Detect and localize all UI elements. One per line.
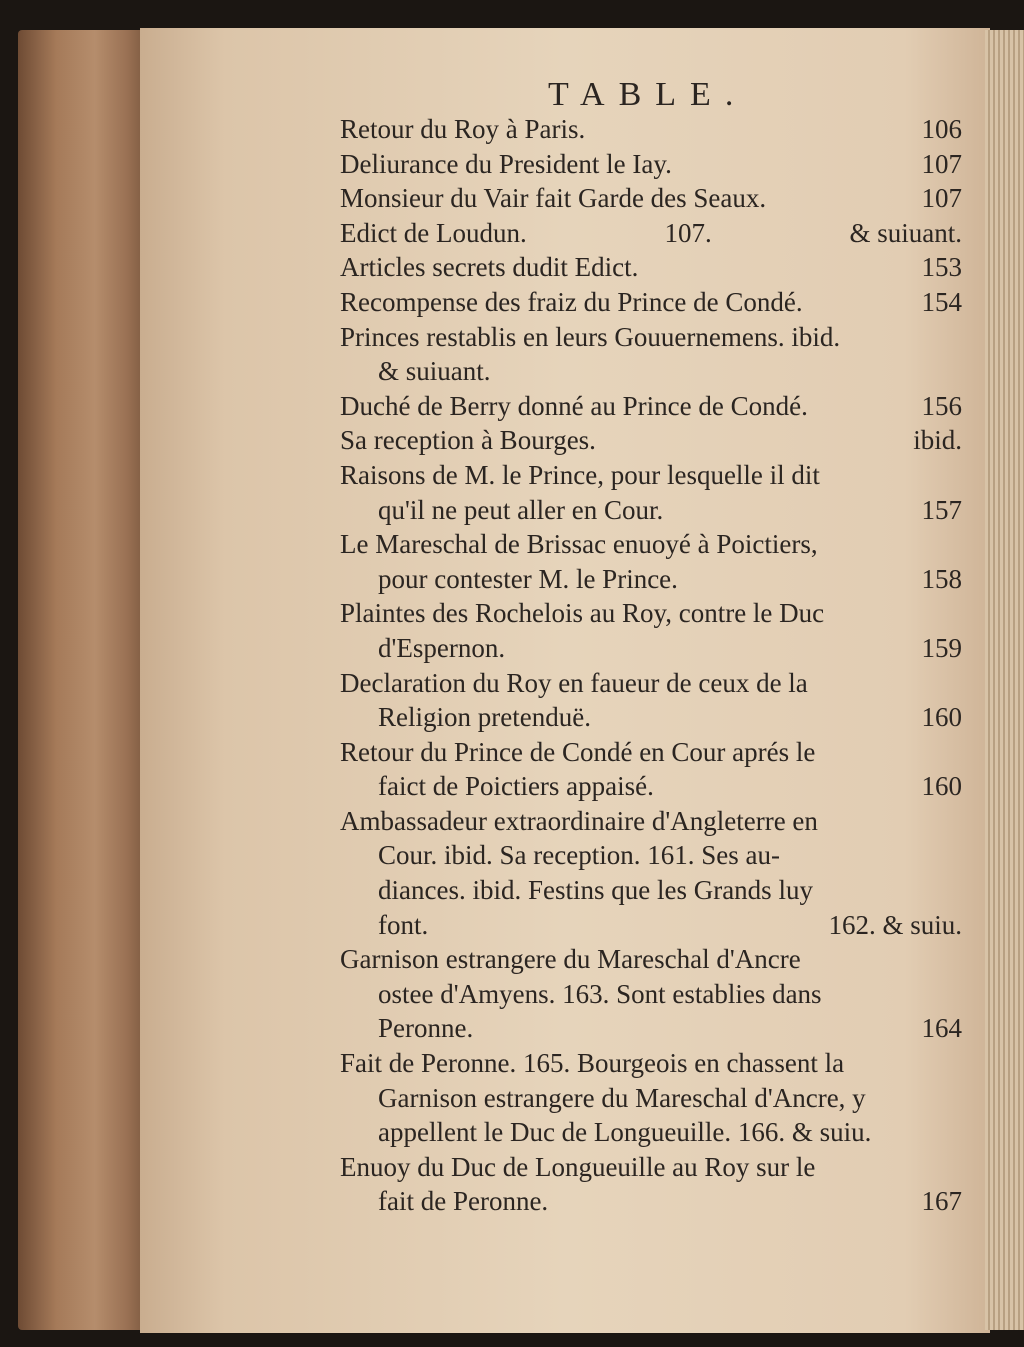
entry-text: Monsieur du Vair fait Garde des Seaux. (340, 183, 767, 214)
entry-text: Raisons de M. le Prince, pour lesquelle il dit (340, 459, 820, 490)
entry-page: 157 (921, 494, 962, 525)
index-entry (340, 1046, 962, 1150)
entry-text: Retour du Roy à Paris. (340, 114, 586, 144)
entry-text: Fait de Peronne. 165. Bourgeois en chassent la (340, 1048, 845, 1079)
entry-text: Sa reception à Bourges. (340, 425, 596, 456)
entry-page: 164 (921, 1013, 962, 1044)
index-entry (340, 147, 962, 182)
entry-page: 160 (921, 702, 962, 733)
entry-continuation: Cour. ibid. Sa reception. 161. Ses au- (378, 840, 780, 871)
entry-continuation: & suiuant. (849, 217, 962, 248)
index-entry (340, 942, 962, 1046)
index-entry (340, 458, 962, 527)
entry-text: Plaintes des Rochelois au Roy, contre le Duc (340, 598, 825, 629)
entry-page: ibid. (913, 425, 962, 456)
entry-continuation: Religion pretenduë. (378, 702, 591, 733)
entry-page: 107 (921, 183, 962, 214)
entry-text: Princes restablis en leurs Gouuernemens. ibid. (340, 321, 841, 352)
entry-page: 158 (921, 563, 962, 594)
entry-page: 106 (921, 114, 962, 144)
index-entry (340, 527, 962, 596)
entry-text: Recompense des fraiz du Prince de Condé. (340, 286, 803, 317)
entry-continuation: pour contester M. le Prince. (378, 563, 678, 594)
index-entry (340, 320, 962, 389)
entry-continuation: qu'il ne peut aller en Cour. (378, 494, 664, 525)
entry-page: 107. (664, 217, 712, 248)
index-entry (340, 1150, 962, 1219)
index-entry (340, 666, 962, 735)
entry-text: Articles secrets dudit Edict. (340, 252, 639, 283)
entry-text: Edict de Loudun. (340, 217, 527, 248)
index-entry (340, 596, 962, 665)
entry-continuation: appellent le Duc de Longueuille. 166. & suiu. (378, 1117, 872, 1148)
entry-text: Le Mareschal de Brissac enuoyé à Poictiers, (340, 529, 818, 560)
index-entry (340, 112, 962, 147)
entry-continuation: Garnison estrangere du Mareschal d'Ancre, y (378, 1082, 866, 1113)
entry-text: Enuoy du Duc de Longueuille au Roy sur le (340, 1151, 816, 1182)
entry-continuation: & suiuant. (378, 356, 491, 387)
entry-text: Ambassadeur extraordinaire d'Angleterre en (340, 805, 818, 836)
index-entry (340, 735, 962, 804)
index-entries (340, 112, 962, 1219)
index-entry (340, 285, 962, 320)
entry-page: 156 (921, 390, 962, 421)
entry-page: 167 (921, 1186, 962, 1217)
entry-page: 153 (921, 252, 962, 283)
entry-page: 107 (921, 148, 962, 179)
entry-continuation: ostee d'Amyens. 163. Sont establies dans (378, 978, 822, 1009)
entry-continuation: fait de Peronne. (378, 1186, 549, 1217)
page-edges (985, 30, 1024, 1330)
index-entry (340, 389, 962, 424)
running-head: TABLE. (548, 76, 748, 113)
entry-page: 159 (921, 632, 962, 663)
entry-continuation: faict de Poictiers appaisé. (378, 771, 654, 802)
entry-text: Retour du Prince de Condé en Cour aprés le (340, 736, 816, 767)
book-spine (18, 30, 146, 1330)
index-entry (340, 250, 962, 285)
entry-page: 162. & suiu. (828, 909, 962, 940)
entry-text: Declaration du Roy en faueur de ceux de la (340, 667, 808, 698)
index-entry (340, 181, 962, 216)
entry-text: Duché de Berry donné au Prince de Condé. (340, 390, 808, 421)
entry-text: Garnison estrangere du Mareschal d'Ancre (340, 944, 801, 975)
index-entry (340, 423, 962, 458)
entry-page: 154 (921, 286, 962, 317)
entry-continuation: font. (378, 909, 429, 940)
entry-page: 160 (921, 771, 962, 802)
index-entry (340, 804, 962, 942)
index-entry (340, 216, 962, 251)
entry-continuation: diances. ibid. Festins que les Grands luy (378, 875, 813, 906)
entry-text: Deliurance du President le Iay. (340, 148, 672, 179)
entry-continuation: Peronne. (378, 1013, 474, 1044)
entry-continuation: d'Espernon. (378, 632, 506, 663)
